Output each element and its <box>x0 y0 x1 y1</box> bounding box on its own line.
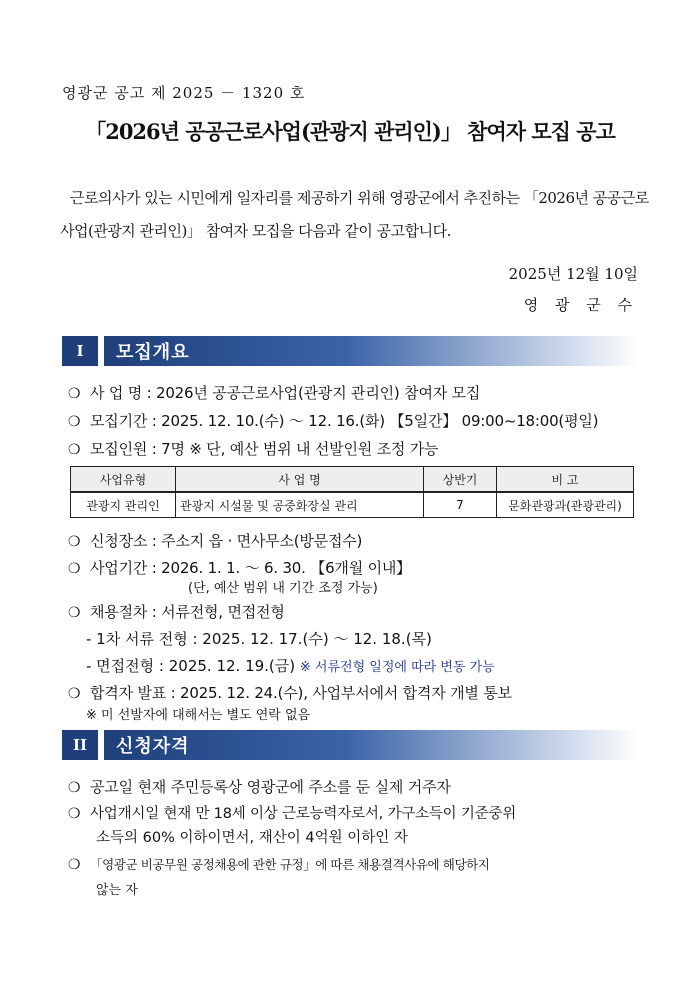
table-header: 사업유형 <box>71 467 176 493</box>
notice-number: 영광군 공고 제 2025 － 1320 호 <box>62 84 306 102</box>
list-item-work-period: ❍ 사업기간 : 2026. 1. 1. ～ 6. 30. 【6개월 이내】 <box>68 559 411 577</box>
list-item-headcount: ❍ 모집인원 : 7명 ※ 단, 예산 범위 내 선발인원 조정 가능 <box>68 440 439 458</box>
section-number: II <box>62 730 98 760</box>
section-number: I <box>62 336 98 366</box>
circle-bullet-icon: ❍ <box>68 414 81 430</box>
table-header: 비 고 <box>497 467 634 493</box>
step2-note: ※ 서류전형 일정에 따라 변동 가능 <box>299 660 495 675</box>
circle-bullet-icon: ❍ <box>68 857 81 873</box>
list-item-procedure: ❍ 채용절차 : 서류전형, 면접전형 <box>68 603 285 621</box>
page-title: 「2026년 공공근로사업(관광지 관리인)」 참여자 모집 공고 <box>85 119 615 144</box>
issuer: 영 광 군 수 <box>523 296 638 314</box>
circle-bullet-icon: ❍ <box>68 561 81 577</box>
circle-bullet-icon: ❍ <box>68 386 81 402</box>
list-item-qualification-3: ❍ 「영광군 비공무원 공정채용에 관한 규정」에 따른 채용결격사유에 해당하지 <box>68 857 490 873</box>
circle-bullet-icon: ❍ <box>68 442 81 458</box>
section-title: 모집개요 <box>116 342 190 363</box>
table-cell: 관광지 관리인 <box>71 492 176 518</box>
work-period-note: (단, 예산 범위 내 기간 조정 가능) <box>188 581 378 596</box>
circle-bullet-icon: ❍ <box>68 780 81 796</box>
section-header-eligibility <box>62 730 640 760</box>
circle-bullet-icon: ❍ <box>68 686 81 702</box>
list-item-qualification-1: ❍ 공고일 현재 주민등록상 영광군에 주소를 둔 실제 거주자 <box>68 778 451 796</box>
intro-paragraph: 근로의사가 있는 시민에게 일자리를 제공하기 위해 영광군에서 추진하는 「2026년 공공근로사업(관광지 관리인)」 참여자 모집을 다음과 같이 공고합니다. <box>60 189 649 240</box>
table-header: 상반기 <box>424 467 497 493</box>
table-row <box>71 492 634 518</box>
list-item-announce: ❍ 합격자 발표 : 2025. 12. 24.(수), 사업부서에서 합격자 개별 통보 <box>68 684 512 702</box>
procedure-step-1: - 1차 서류 전형 : 2025. 12. 17.(수) ～ 12. 18.(목) <box>86 630 432 648</box>
circle-bullet-icon: ❍ <box>68 534 81 550</box>
circle-bullet-icon: ❍ <box>68 605 81 621</box>
table-cell: 관광지 시설물 및 공중화장실 관리 <box>176 492 424 518</box>
list-item-qualification-2: ❍ 사업개시일 현재 만 18세 이상 근로능력자로서, 가구소득이 기준중위 <box>68 806 517 822</box>
table-cell: 7 <box>424 492 497 518</box>
table-cell: 문화관광과(관광관리) <box>497 492 634 518</box>
section-title: 신청자격 <box>116 736 190 757</box>
list-item-place: ❍ 신청장소 : 주소지 읍 · 면사무소(방문접수) <box>68 532 363 550</box>
qualification-3-continued: 않는 자 <box>96 883 138 898</box>
circle-bullet-icon: ❍ <box>68 806 81 822</box>
procedure-step-2: - 면접전형 : 2025. 12. 19.(금) ※ 서류전형 일정에 따라 변동 가능 <box>86 657 495 675</box>
notice-date: 2025년 12월 10일 <box>508 265 638 283</box>
list-item-project-name: ❍ 사 업 명 : 2026년 공공근로사업(관광지 관리인) 참여자 모집 <box>68 384 481 402</box>
announce-note: ※ 미 선발자에 대해서는 별도 연락 없음 <box>86 708 311 723</box>
section-header-recruitment <box>62 336 640 366</box>
list-item-period: ❍ 모집기간 : 2025. 12. 10.(수) ～ 12. 16.(화) 【5일간】 09:00~18:00(평일) <box>68 412 599 430</box>
qualification-2-continued: 소득의 60% 이하이면서, 재산이 4억원 이하인 자 <box>96 830 408 846</box>
project-table <box>70 466 634 518</box>
table-header: 사 업 명 <box>176 467 424 493</box>
